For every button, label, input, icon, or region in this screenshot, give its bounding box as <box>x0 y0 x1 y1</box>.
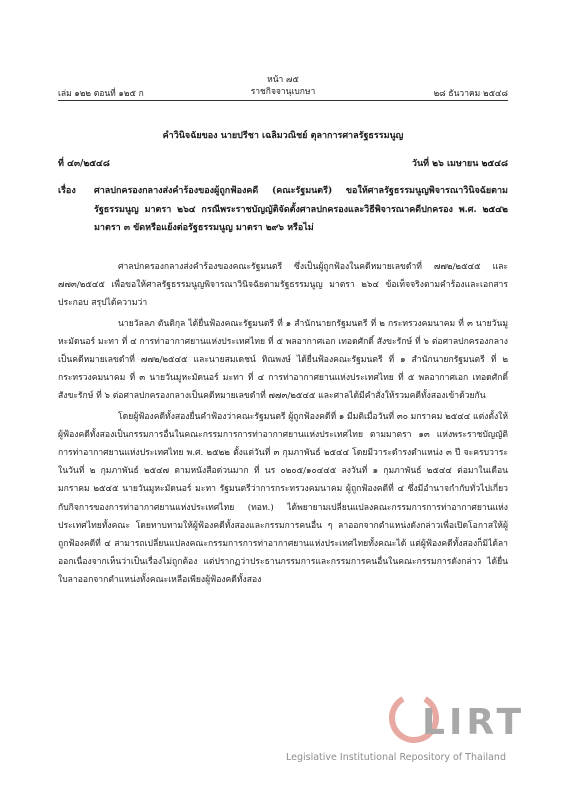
header-divider <box>58 100 508 101</box>
publication-date: ๒๘ ธันวาคม ๒๕๔๘ <box>433 89 508 99</box>
repository-caption: Legislative Institutional Repository of Thailand <box>286 752 506 763</box>
subject-text: ศาลปกครองกลางส่งคำร้องของผู้ถูกฟ้องคดี (คณะรัฐมนตรี) ขอให้ศาลรัฐธรรมนูญพิจารณาวินิจฉัยตามรัฐธรรมนูญ มาตรา ๒๖๔ กรณีพระราชบัญญัติจัดตั้งศาลปกครองและวิธีพิจารณาคดีปกครอง พ.ศ. ๒๕๔๒ มาตรา ๓ ขัดหรือแย้งต่อรัฐธรรมนูญ มาตรา ๒๙๖ หรือไม่ <box>94 186 508 233</box>
paragraph: นายวัลลภ ตันติกุล ได้ยื่นฟ้องคณะรัฐมนตรี ที่ ๑ สำนักนายกรัฐมนตรี ที่ ๒ กระทรวงคมนาคม ที่ ๓ นายวันมูหะมัดนอร์ มะทา ที่ ๔ การท่าอากาศยานแห่งประเทศไทย ที่ ๕ พลอากาศเอก เทอดศักดิ์ สังขะรักษ์ ที่ ๖ ต่อศาลปกครองกลางเป็นคดีหมายเลขดำที่ ๗๗๒/๒๕๔๕ และนายสมเดชน์ ทิณพงษ์ ได้ยื่นฟ้องคณะรัฐมนตรี ที่ ๑ สำนักนายกรัฐมนตรี ที่ ๒ กระทรวงคมนาคม ที่ ๓ นายวันมูหะมัดนอร์ มะทา ที่ ๔ การท่าอากาศยานแห่งประเทศไทย ที่ ๕ พลอากาศเอก เทอดศักดิ์ สังขะรักษ์ ที่ ๖ ต่อศาลปกครองกลางเป็นคดีหมายเลขดำที่ ๗๗๓/๒๕๔๕ และศาลได้มีคำสั่งให้รวมคดีทั้งสองเข้าด้วยกัน <box>58 318 508 402</box>
subject-label: เรื่อง <box>58 186 76 196</box>
ruling-number: ที่ ๔๓/๒๕๔๘ <box>58 159 110 169</box>
ruling-title: คำวินิจฉัยของ นายปรีชา เฉลิมวณิชย์ ตุลาการศาลรัฐธรรมนูญ <box>162 131 404 141</box>
lirt-logo <box>368 686 528 746</box>
body-text <box>58 258 508 590</box>
ruling-date: วันที่ ๒๖ เมษายน ๒๕๔๘ <box>411 159 508 169</box>
paragraph: โดยผู้ฟ้องคดีทั้งสองยื่นคำฟ้องว่าคณะรัฐมนตรี ผู้ถูกฟ้องคดีที่ ๑ มีมติเมื่อวันที่ ๓๐ มกราคม ๒๕๔๔ แต่งตั้งให้ผู้ฟ้องคดีทั้งสองเป็นกรรมการอื่นในคณะกรรมการการท่าอากาศยานแห่งประเทศไทย ตามมาตรา ๑๓ แห่งพระราชบัญญัติการท่าอากาศยานแห่งประเทศไทย พ.ศ. ๒๕๒๒ ตั้งแต่วันที่ ๓ กุมภาพันธ์ ๒๕๔๔ โดยมีวาระดำรงตำแหน่ง ๓ ปี จะครบวาระในวันที่ ๒ กุมภาพันธ์ ๒๕๔๗ ตามหนังสือด่วนมาก ที่ นร ๐๒๐๕/๑๐๔๔๕ ลงวันที่ ๑ กุมภาพันธ์ ๒๕๔๔ ต่อมาในเดือนมกราคม ๒๕๔๕ นายวันมูหะมัดนอร์ มะทา รัฐมนตรีว่าการกระทรวงคมนาคม ผู้ถูกฟ้องคดีที่ ๔ ซึ่งมีอำนาจกำกับทั่วไปเกี่ยวกับกิจการของการท่าอากาศยานแห่งประเทศไทย (ทอท.) ได้พยายามเปลี่ยนแปลงคณะกรรมการการท่าอากาศยานแห่งประเทศไทยทั้งคณะ โดยทาบทามให้ผู้ฟ้องคดีทั้งสองและกรรมการคนอื่น ๆ ลาออกจากตำแหน่งดังกล่าวเพื่อเปิดโอกาสให้ผู้ถูกฟ้องคดีที่ ๔ สามารถเปลี่ยนแปลงคณะกรรมการการท่าอากาศยานแห่งประเทศไทยทั้งคณะได้ แต่ผู้ฟ้องคดีทั้งสองก็มิได้ลาออกเนื่องจากเห็นว่าเป็นเรื่องไม่ถูกต้อง แต่ปรากฏว่าประธานกรรมการและกรรมการคนอื่นในคณะกรรมการดังกล่าว ได้ยื่นใบลาออกจากตำแหน่งทั้งคณะเหลือเพียงผู้ฟ้องคดีทั้งสอง <box>58 411 508 586</box>
subject-block <box>58 182 508 238</box>
page-number: หน้า ๗๕ <box>267 75 299 85</box>
paragraph: ศาลปกครองกลางส่งคำร้องของคณะรัฐมนตรี ซึ่งเป็นผู้ถูกฟ้องในคดีหมายเลขดำที่ ๗๗๒/๒๕๔๕ และ ๗๗๓/๒๕๔๕ เพื่อขอให้ศาลรัฐธรรมนูญพิจารณาวินิจฉัยตามรัฐธรรมนูญ มาตรา ๒๖๔ ข้อเท็จจริงตามคำร้องและเอกสารประกอบ สรุปได้ความว่า <box>58 262 508 309</box>
gazette-name: ราชกิจจานุเบกษา <box>250 87 316 97</box>
logo-wordmark: LIRT <box>422 702 525 743</box>
volume-issue: เล่ม ๑๒๒ ตอนที่ ๑๒๕ ก <box>58 89 144 99</box>
